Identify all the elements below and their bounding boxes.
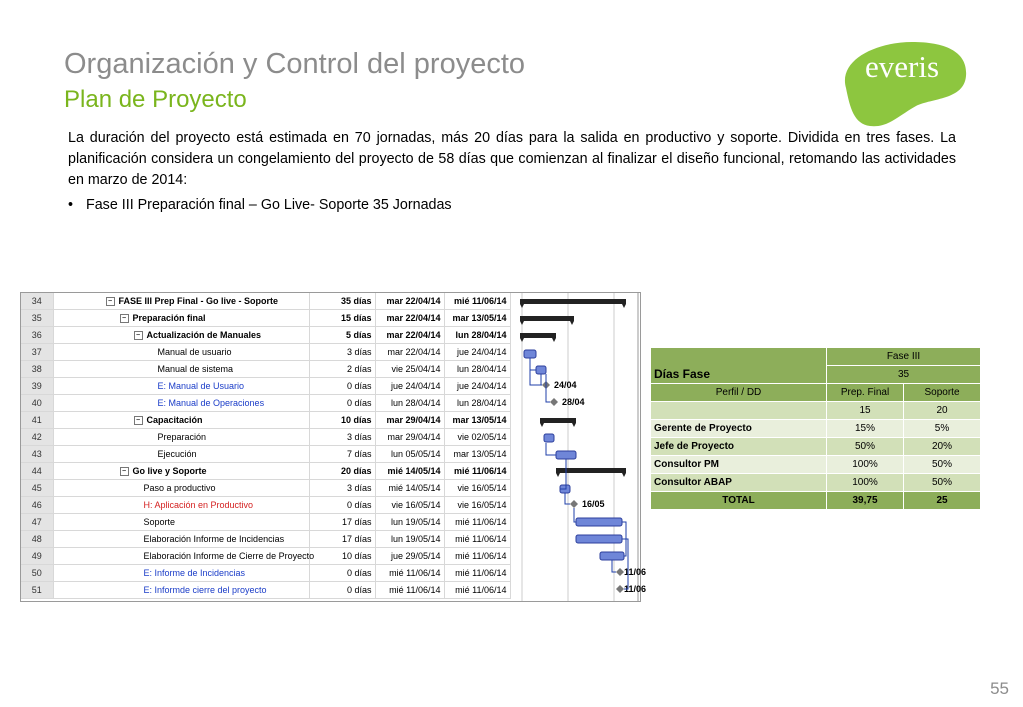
table-row[interactable]: [21, 548, 510, 565]
pct-value: 50%: [827, 438, 904, 456]
task-bar: [544, 434, 554, 442]
milestone-diamond: [616, 585, 624, 593]
task-end: lun 28/04/14: [444, 327, 510, 344]
total-value: 25: [904, 492, 981, 510]
table-row[interactable]: [21, 395, 510, 412]
table-row[interactable]: [21, 310, 510, 327]
table-row[interactable]: [21, 582, 510, 599]
task-duration: 2 días: [309, 361, 375, 378]
task-start: lun 19/05/14: [375, 514, 444, 531]
task-end: mié 11/06/14: [444, 565, 510, 582]
summary-bar: [520, 316, 574, 325]
row-id: 35: [21, 310, 53, 327]
task-duration: 5 días: [309, 327, 375, 344]
task-start: mar 22/04/14: [375, 293, 444, 310]
gantt-bars: [510, 293, 647, 601]
total-value: 39,75: [827, 492, 904, 510]
table-row[interactable]: [21, 480, 510, 497]
gantt-chart: [20, 292, 647, 602]
task-end: jue 24/04/14: [444, 378, 510, 395]
pct-value: 5%: [904, 420, 981, 438]
summary-bar: [540, 418, 576, 427]
summary-bar: [520, 299, 626, 308]
task-name: Ejecución: [53, 446, 309, 463]
task-end: mié 11/06/14: [444, 531, 510, 548]
task-start: mar 22/04/14: [375, 310, 444, 327]
task-end: mar 13/05/14: [444, 310, 510, 327]
bullet-item: [68, 197, 452, 213]
row-id: 42: [21, 429, 53, 446]
task-start: mar 29/04/14: [375, 412, 444, 429]
collapse-icon[interactable]: −: [134, 416, 143, 425]
table-row[interactable]: [21, 344, 510, 361]
task-duration: 10 días: [309, 412, 375, 429]
row-id: 38: [21, 361, 53, 378]
summary-bar: [520, 333, 556, 342]
task-start: mié 14/05/14: [375, 480, 444, 497]
col-header: Prep. Final: [827, 384, 904, 402]
table-row[interactable]: [21, 361, 510, 378]
task-duration: 0 días: [309, 497, 375, 514]
task-duration: 3 días: [309, 429, 375, 446]
collapse-icon[interactable]: −: [134, 331, 143, 340]
task-end: jue 24/04/14: [444, 344, 510, 361]
task-bar: [600, 552, 624, 560]
row-id: 36: [21, 327, 53, 344]
task-duration: 3 días: [309, 344, 375, 361]
row-id: 48: [21, 531, 53, 548]
milestone-diamond: [550, 398, 558, 406]
task-name: E: Informe de Incidencias: [53, 565, 309, 582]
table-row: [651, 492, 981, 510]
row-id: 50: [21, 565, 53, 582]
row-id: 39: [21, 378, 53, 395]
task-start: lun 19/05/14: [375, 531, 444, 548]
task-duration: 0 días: [309, 565, 375, 582]
table-row[interactable]: [21, 565, 510, 582]
table-row[interactable]: [21, 378, 510, 395]
task-name: − Preparación final: [53, 310, 309, 327]
empty-cell: [651, 402, 827, 420]
row-id: 41: [21, 412, 53, 429]
task-start: mié 14/05/14: [375, 463, 444, 480]
role-name: Jefe de Proyecto: [651, 438, 827, 456]
table-row: [651, 402, 981, 420]
pct-value: 100%: [827, 474, 904, 492]
milestone-label: 28/04: [562, 397, 585, 407]
dias-fase-label: Días Fase: [651, 348, 827, 384]
row-id: 34: [21, 293, 53, 310]
task-start: mié 11/06/14: [375, 582, 444, 599]
role-name: Gerente de Proyecto: [651, 420, 827, 438]
task-duration: 15 días: [309, 310, 375, 327]
task-duration: 0 días: [309, 395, 375, 412]
page-subtitle: Plan de Proyecto: [64, 86, 247, 113]
task-end: mar 13/05/14: [444, 412, 510, 429]
bullet-text: Fase III Preparación final – Go Live- Soporte 35 Jornadas: [86, 197, 452, 213]
table-row[interactable]: [21, 463, 510, 480]
task-name: Preparación: [53, 429, 309, 446]
row-id: 47: [21, 514, 53, 531]
task-name: Soporte: [53, 514, 309, 531]
table-row[interactable]: [21, 514, 510, 531]
days-value: 15: [827, 402, 904, 420]
row-id: 51: [21, 582, 53, 599]
task-duration: 0 días: [309, 582, 375, 599]
table-row[interactable]: [21, 531, 510, 548]
task-name: − Actualización de Manuales: [53, 327, 309, 344]
row-id: 46: [21, 497, 53, 514]
task-name: Elaboración Informe de Cierre de Proyecto: [53, 548, 309, 565]
task-duration: 35 días: [309, 293, 375, 310]
task-name: Manual de sistema: [53, 361, 309, 378]
row-id: 37: [21, 344, 53, 361]
table-row[interactable]: [21, 327, 510, 344]
table-row: [651, 348, 981, 366]
milestone-label: 16/05: [582, 499, 605, 509]
task-name: E: Manual de Operaciones: [53, 395, 309, 412]
row-id: 43: [21, 446, 53, 463]
phase-label: Fase III: [827, 348, 981, 366]
task-bar: [536, 366, 546, 374]
col-header: Soporte: [904, 384, 981, 402]
phase-days: 35: [827, 366, 981, 384]
task-end: mar 13/05/14: [444, 446, 510, 463]
task-end: lun 28/04/14: [444, 361, 510, 378]
task-start: vie 16/05/14: [375, 497, 444, 514]
task-name: Elaboración Informe de Incidencias: [53, 531, 309, 548]
row-id: 49: [21, 548, 53, 565]
total-label: TOTAL: [651, 492, 827, 510]
task-end: mié 11/06/14: [444, 463, 510, 480]
table-row[interactable]: [21, 293, 510, 310]
task-duration: 7 días: [309, 446, 375, 463]
pct-value: 15%: [827, 420, 904, 438]
bullet-dot: •: [68, 197, 74, 213]
everis-logo: [836, 38, 970, 128]
task-bar: [576, 518, 622, 526]
task-duration: 10 días: [309, 548, 375, 565]
task-end: vie 16/05/14: [444, 480, 510, 497]
task-start: mié 11/06/14: [375, 565, 444, 582]
task-duration: 3 días: [309, 480, 375, 497]
row-id: 45: [21, 480, 53, 497]
task-duration: 0 días: [309, 378, 375, 395]
intro-paragraph: La duración del proyecto está estimada en 70 jornadas, más 20 días para la salida en productivo y soporte. Dividida en tres fases. La planificación considera un congelamiento del proyecto de 58 días que comienzan al finalizar el diseño funcional, retomando las actividades en marzo de 2014:: [68, 130, 956, 188]
task-end: mié 11/06/14: [444, 514, 510, 531]
milestone-label: 11/06: [624, 584, 647, 594]
row-id: 44: [21, 463, 53, 480]
task-end: mié 11/06/14: [444, 548, 510, 565]
task-bar: [556, 451, 576, 459]
table-row[interactable]: [21, 429, 510, 446]
collapse-icon[interactable]: −: [120, 467, 129, 476]
table-row[interactable]: [21, 446, 510, 463]
table-row: [651, 420, 981, 438]
task-start: lun 28/04/14: [375, 395, 444, 412]
task-duration: 17 días: [309, 514, 375, 531]
task-end: mié 11/06/14: [444, 293, 510, 310]
table-row: [651, 384, 981, 402]
task-name: E: Manual de Usuario: [53, 378, 309, 395]
task-start: mar 22/04/14: [375, 327, 444, 344]
task-start: lun 05/05/14: [375, 446, 444, 463]
table-row: [651, 438, 981, 456]
task-name: E: Informde cierre del proyecto: [53, 582, 309, 599]
task-name: Paso a productivo: [53, 480, 309, 497]
task-name: H: Aplicación en Productivo: [53, 497, 309, 514]
table-row: [651, 474, 981, 492]
task-bar: [576, 535, 622, 543]
collapse-icon[interactable]: −: [120, 314, 129, 323]
task-start: mar 29/04/14: [375, 429, 444, 446]
task-name: − Capacitación: [53, 412, 309, 429]
task-name: − FASE III Prep Final - Go live - Soporte: [53, 293, 309, 310]
task-end: vie 16/05/14: [444, 497, 510, 514]
pct-value: 50%: [904, 456, 981, 474]
task-end: lun 28/04/14: [444, 395, 510, 412]
task-start: jue 24/04/14: [375, 378, 444, 395]
milestone-label: 11/06: [624, 567, 647, 577]
pct-value: 20%: [904, 438, 981, 456]
table-row: [651, 456, 981, 474]
milestone-diamond: [616, 568, 624, 576]
task-duration: 17 días: [309, 531, 375, 548]
task-bar: [524, 350, 536, 358]
resource-table: [650, 347, 981, 510]
task-start: jue 29/05/14: [375, 548, 444, 565]
gantt-table: [21, 293, 511, 599]
logo-text: everis: [864, 49, 940, 84]
task-start: vie 25/04/14: [375, 361, 444, 378]
page-title: Organización y Control del proyecto: [64, 48, 526, 80]
task-end: mié 11/06/14: [444, 582, 510, 599]
task-name: − Go live y Soporte: [53, 463, 309, 480]
milestone-label: 24/04: [554, 380, 577, 390]
role-name: Consultor PM: [651, 456, 827, 474]
task-duration: 20 días: [309, 463, 375, 480]
pct-value: 50%: [904, 474, 981, 492]
table-row[interactable]: [21, 497, 510, 514]
pct-value: 100%: [827, 456, 904, 474]
row-id: 40: [21, 395, 53, 412]
task-start: mar 22/04/14: [375, 344, 444, 361]
table-row[interactable]: [21, 412, 510, 429]
page-number: 55: [990, 679, 1009, 698]
days-value: 20: [904, 402, 981, 420]
milestone-diamond: [570, 500, 578, 508]
role-name: Consultor ABAP: [651, 474, 827, 492]
collapse-icon[interactable]: −: [106, 297, 115, 306]
perfil-label: Perfil / DD: [651, 384, 827, 402]
task-end: vie 02/05/14: [444, 429, 510, 446]
task-name: Manual de usuario: [53, 344, 309, 361]
